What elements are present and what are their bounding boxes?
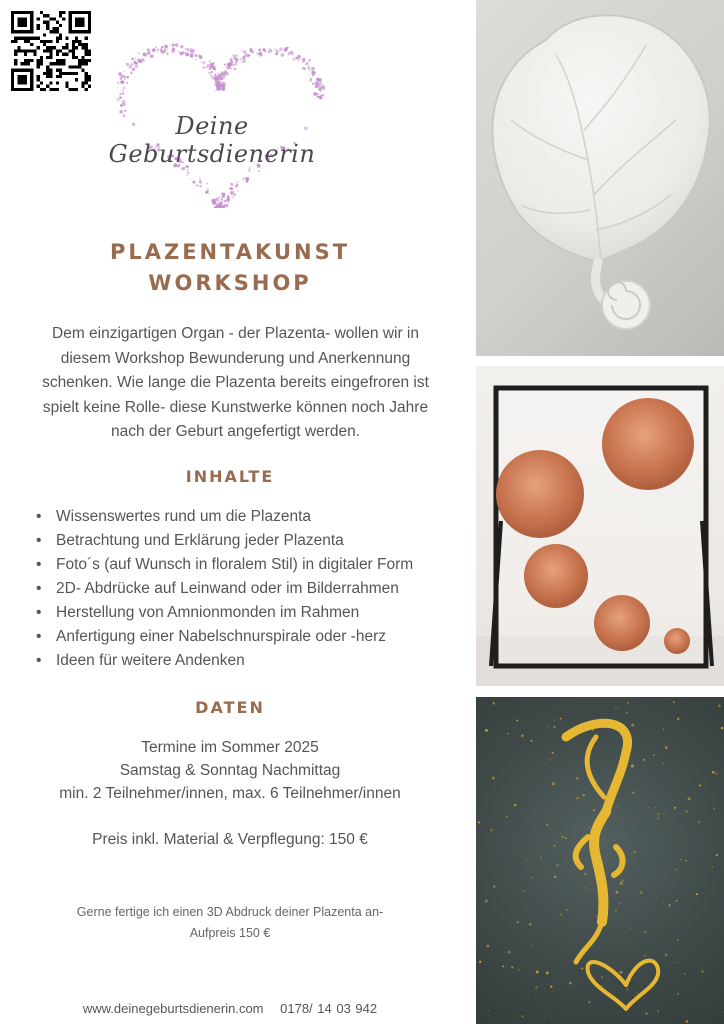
inhalte-list [36, 505, 456, 673]
extra-offer [40, 902, 420, 944]
intro-line: nach der Geburt angefertigt werden. [110, 423, 360, 440]
page-title-line1: PLAZENTAKUNST [109, 240, 351, 264]
intro-line: schenken. Wie lange die Plazenta bereits eingefroren ist [42, 374, 429, 391]
section-heading-daten: DATEN [195, 698, 265, 717]
intro-line: Dem einzigartigen Organ - der Plazenta- wollen wir in [52, 325, 419, 342]
list-item: • Herstellung von Amnionmonden im Rahmen [36, 601, 456, 625]
qr-code[interactable] [11, 11, 91, 91]
list-item: • Wissenswertes rund um die Plazenta [36, 505, 456, 529]
photo-placenta-print [476, 0, 724, 356]
photo-amnion-moons [476, 366, 724, 686]
phone-number[interactable]: 0178/ 14 03 942 [280, 1001, 378, 1016]
dates-line: Termine im Sommer 2025 [141, 739, 319, 756]
section-heading-inhalte: INHALTE [185, 467, 275, 486]
intro-line: diesem Workshop Bewunderung und Anerkennung [60, 349, 411, 367]
intro-line: spielt keine Rolle- diese Kunstwerke können noch Jahre [42, 398, 429, 416]
photo-gold-cord-heart [476, 697, 724, 1024]
list-item: • Ideen für weitere Andenken [36, 649, 456, 673]
logo-text: Deine Geburtsdienerin [108, 112, 316, 168]
list-item: • Foto´s (auf Wunsch in floralem Stil) in digitaler Form [36, 553, 456, 577]
page-title-line2: WORKSHOP [148, 271, 312, 295]
dates-line: min. 2 Teilnehmer/innen, max. 6 Teilnehmer/innen [59, 785, 401, 802]
extra-offer-line: Aufpreis 150 € [189, 926, 271, 940]
extra-offer-line: Gerne fertige ich einen 3D Abdruck deiner Plazenta an- [76, 905, 384, 919]
website-link[interactable]: www.deinegeburtsdienerin.com [82, 1001, 264, 1016]
dates-line: Samstag & Sonntag Nachmittag [119, 762, 341, 779]
intro-paragraph [28, 322, 443, 445]
list-item: • Anfertigung einer Nabelschnurspirale oder -herz [36, 625, 456, 649]
list-item: • 2D- Abdrücke auf Leinwand oder im Bilderrahmen [36, 577, 456, 601]
dates-block [20, 736, 440, 805]
footer [20, 1001, 440, 1016]
list-item: • Betrachtung und Erklärung jeder Plazenta [36, 529, 456, 553]
price-text: Preis inkl. Material & Verpflegung: 150 € [92, 831, 368, 848]
